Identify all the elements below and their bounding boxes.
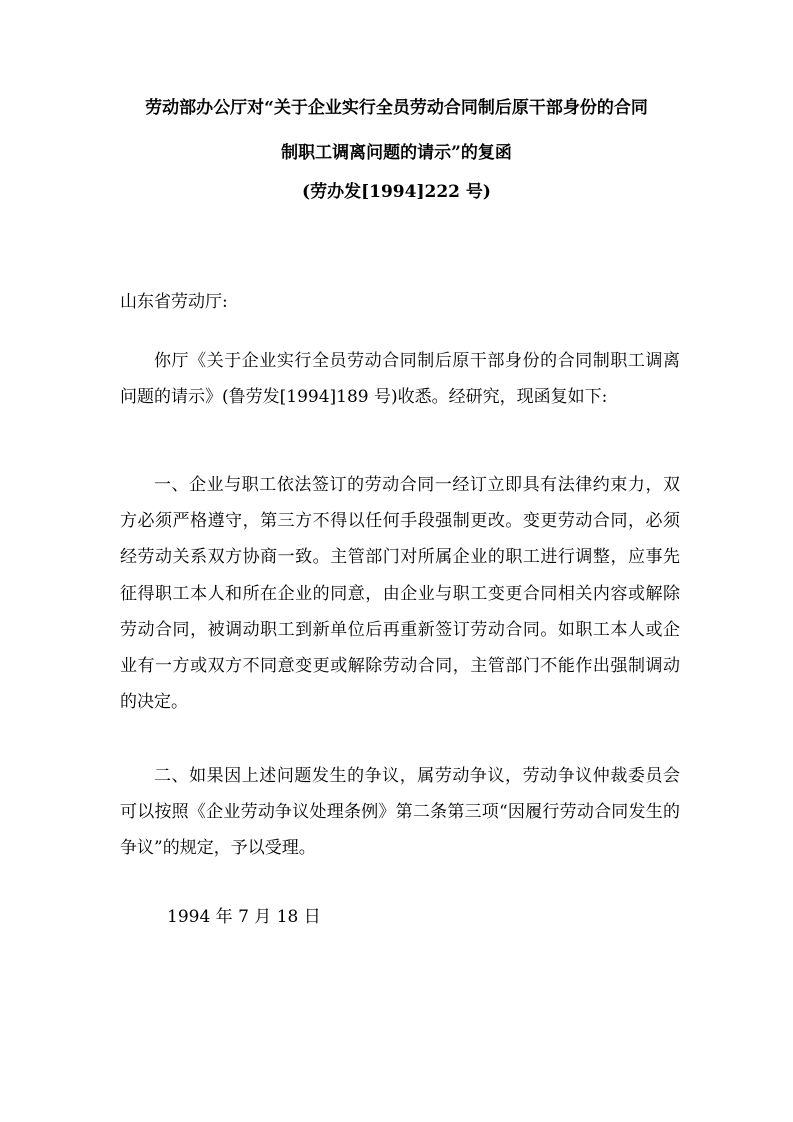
paragraph-point-two: 二、如果因上述问题发生的争议，属劳动争议，劳动争议仲裁委员会可以按照《企业劳动争议处理条例》第二条第三项“因履行劳动合同发生的争议”的规定，予以受理。 (120, 766, 680, 859)
salutation: 山东省劳动厅: (120, 292, 228, 312)
document-title-line-2: 制职工调离问题的请示”的复函 (281, 143, 512, 163)
document-date: 1994 年 7 月 18 日 (167, 907, 321, 927)
document-number: (劳办发[1994]222 号) (302, 182, 491, 202)
paragraph-point-one: 一、企业与职工依法签订的劳动合同一经订立即具有法律约束力，双方必须严格遵守，第三方不得以任何手段强制更改。变更劳动合同，必须经劳动关系双方协商一致。主管部门对所属企业的职工进行调整，应事先征得职工本人和所在企业的同意，由企业与职工变更合同相关内容或解除劳动合同，被调动职工到新单位后再重新签订劳动合同。如职工本人或企业有一方或双方不同意变更或解除劳动合同，主管部门不能作出强制调动的决定。 (120, 475, 680, 713)
paragraph-intro: 你厅《关于企业实行全员劳动合同制后原干部身份的合同制职工调离问题的请示》(鲁劳发[1994]189 号)收悉。经研究，现函复如下: (120, 351, 680, 408)
document-title-line-1: 劳动部办公厅对“关于企业实行全员劳动合同制后原干部身份的合同 (145, 98, 648, 118)
